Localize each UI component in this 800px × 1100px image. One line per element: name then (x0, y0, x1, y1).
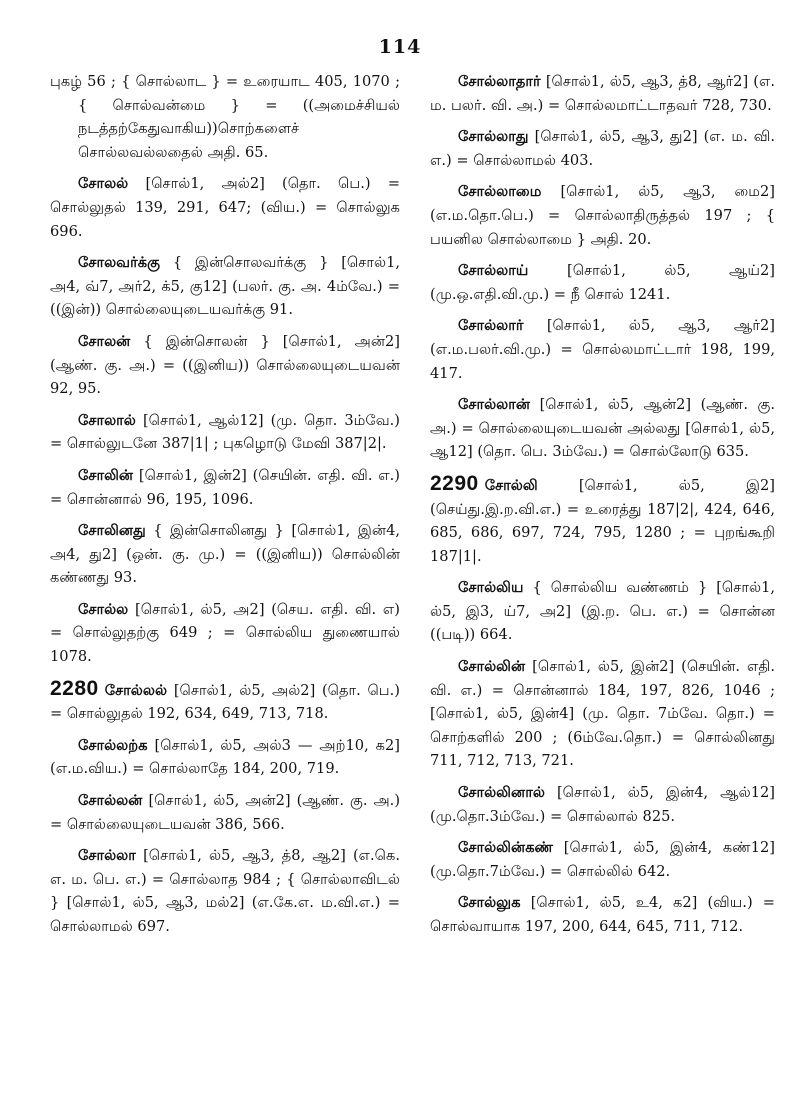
headword: சோல்லாமை (458, 183, 542, 201)
entry-definition: [சொல்1, ல்5, ஆய்2] (மு.ஒ.எதி.வி.மு.) = நீ சொல் 1241. (430, 262, 775, 303)
headword: சோலவர்க்கு (78, 254, 160, 272)
entry-definition: [சொல்1, ல்5, இன்4, ஆல்12] (மு.தொ.3ம்வே.) = சொல்லால் 825. (430, 784, 775, 825)
headword: சோல்லற்க (78, 736, 148, 754)
dictionary-entry (50, 172, 400, 243)
dictionary-entry (50, 734, 400, 781)
entry-definition: [சொல்1, அல்2] (தொ. பெ.) = சொல்லுதல் 139, 291, 647; (விய.) = சொல்லுக 696. (50, 175, 401, 240)
entry-definition: { இன்சொலவர்க்கு } [சொல்1, அ4, வ்7, அர்2, க்5, கு12] (பலர். கு. அ. 4ம்வே.) = ((இன்)) சொல்லையுடையவர்க்கு 91. (50, 254, 400, 319)
headword: சோல்லன் (78, 792, 143, 810)
entry-definition: [சொல்1, ல்5, ஆ3, து2] (எ. ம. வி. எ.) = சொல்லாமல் 403. (430, 128, 776, 169)
dictionary-entry (50, 519, 400, 590)
dictionary-entry (430, 70, 775, 117)
dictionary-entry (50, 464, 400, 511)
headword: சோல்லி (484, 476, 538, 494)
dictionary-entry (50, 844, 400, 938)
entry-definition: [சொல்1, ல்5, இன்2] (செயின். எதி. வி. எ.) = சொன்னால் 184, 197, 826, 1046 ; [சொல்1, ல்5, இன்4] (மு. தொ. 7ம்வே. தொ.) = சொற்களில் 200 ; (6ம்வே.தொ.) = சொல்லினது 711, 712, 713, 721. (430, 658, 775, 770)
headword: சோல்லின்கண் (458, 839, 554, 857)
dictionary-entry (50, 330, 400, 401)
headword: சோல்லாது (458, 128, 529, 146)
entry-number: 2280 (50, 676, 99, 700)
headword: சோல்லினால் (458, 784, 545, 802)
dictionary-entry (430, 836, 775, 883)
headword: சோலல் (78, 175, 129, 193)
headword: சோல்லார் (458, 317, 524, 335)
left-column (50, 70, 400, 947)
entry-definition: [சொல்1, ல்5, ஆ3, த்8, ஆ2] (எ.கெ. எ. ம. பெ. எ.) = சொல்லாத 984 ; { சொல்லாவிடல் } [சொல்1, ல்5, ஆ3, மல்2] (எ.கே.எ. ம.வி.எ.) = சொல்லாமல் 697. (50, 847, 401, 935)
entry-definition: [சொல்1, ல்5, அல்3 — அற்10, க2] (எ.ம.விய.) = சொல்லாதே 184, 200, 719. (50, 736, 400, 778)
entry-definition: [சொல்1, ஆல்12] (மு. தொ. 3ம்வே.) = சொல்லுடனே 387|1| ; புகழொடு மேவி 387|2|. (50, 411, 401, 453)
dictionary-entry (430, 125, 775, 172)
headword: சோல்லுக (458, 894, 521, 912)
dictionary-entry (430, 576, 775, 647)
headword: சோலினது (78, 522, 146, 540)
dictionary-entry (50, 789, 400, 836)
headword: சோல்லாதார் (458, 73, 541, 90)
headword: சோல்ல (78, 600, 129, 618)
dictionary-entry (430, 393, 775, 464)
entry-definition: [சொல்1, ல்5, ஆன்2] (ஆண். கு. அ.) = சொல்லையுடையவன் அல்லது [சொல்1, ல்5, ஆ12] (தொ. பெ. 3ம்வே.) = சொல்லோடு 635. (430, 396, 776, 461)
dictionary-entry (430, 472, 775, 568)
entry-definition: [சொல்1, ல்5, ஆ3, ஆர்2] (எ.ம.பலர்.வி.மு.) = சொல்லமாட்டார் 198, 199, 417. (430, 317, 775, 382)
dictionary-entry (50, 70, 400, 164)
headword: சோல்லா (78, 847, 136, 865)
entry-definition: புகழ் 56 ; { சொல்லாட } = உரையாட 405, 1070 ; { சொல்வன்மை } = ((அமைச்சியல் நடத்தற்கேதுவாகிய))சொற்களைச் சொல்லவல்லதைல் அதி. 65. (50, 73, 400, 161)
entry-definition: [சொல்1, ல்5, அன்2] (ஆண். கு. அ.) = சொல்லையுடையவன் 386, 566. (50, 792, 401, 833)
headword: சோலின் (78, 466, 134, 484)
entry-definition: [சொல்1, ல்5, அல்2] (தொ. பெ.) = சொல்லுதல் 192, 634, 649, 713, 718. (50, 681, 400, 723)
entry-number: 2290 (430, 471, 479, 495)
headword: சோல்லான் (458, 396, 531, 414)
entry-definition: { இன்சொலன் } [சொல்1, அன்2] (ஆண். கு. அ.) = ((இனிய)) சொல்லையுடையவன் 92, 95. (50, 332, 401, 398)
dictionary-entry (430, 655, 775, 773)
right-column (430, 70, 775, 947)
entry-definition: [சொல்1, ல்5, உ4, க2] (விய.) = சொல்வாயாக 197, 200, 644, 645, 711, 712. (430, 894, 775, 935)
dictionary-entry (50, 598, 400, 669)
dictionary-entry (430, 259, 775, 306)
headword: சோலன் (78, 332, 131, 350)
dictionary-entry (50, 677, 400, 726)
headword: சோல்லிய (458, 579, 524, 597)
headword: சோல்லின் (458, 658, 526, 676)
page-number: 114 (378, 36, 422, 58)
dictionary-entry (430, 314, 775, 385)
headword: சோல்லல் (104, 681, 168, 699)
dictionary-entry (430, 781, 775, 828)
entry-definition: { சொல்லிய வண்ணம் } [சொல்1, ல்5, இ3, ய்7, அ2] (இ.ற. பெ. எ.) = சொன்ன ((படி)) 664. (430, 579, 776, 644)
headword: சோல்லாய் (458, 262, 529, 280)
entry-definition: [சொல்1, ல்5, இ2] (செய்து.இ.ற.வி.எ.) = உரைத்து 187|2|, 424, 646, 685, 686, 697, 724, 795, 1280 ; = புறங்கூறி 187|1|. (430, 476, 775, 565)
entry-definition: { இன்சொலினது } [சொல்1, இன்4, அ4, து2] (ஒன். கு. மு.) = ((இனிய)) சொல்லின் கண்ணது 93. (50, 522, 401, 587)
entry-definition: [சொல்1, ல்5, ஆ3, த்8, ஆர்2] (எ. ம. பலர். வி. அ.) = சொல்லமாட்டாதவர் 728, 730. (430, 73, 775, 114)
entry-definition: [சொல்1, ல்5, ஆ3, மை2] (எ.ம.தொ.பெ.) = சொல்லாதிருத்தல் 197 ; { பயனில சொல்லாமை } அதி. 20. (430, 183, 776, 248)
dictionary-entry (430, 180, 775, 251)
dictionary-entry (430, 891, 775, 938)
entry-definition: [சொல்1, இன்2] (செயின். எதி. வி. எ.) = சொன்னால் 96, 195, 1096. (50, 466, 400, 508)
dictionary-entry (50, 251, 400, 322)
dictionary-entry (50, 409, 400, 456)
entry-definition: [சொல்1, ல்5, அ2] (செய. எதி. வி. எ) = சொல்லுதற்கு 649 ; = சொல்லிய துணையால் 1078. (50, 600, 400, 666)
headword: சோலால் (78, 411, 136, 429)
entry-definition: [சொல்1, ல்5, இன்4, கண்12] (மு.தொ.7ம்வே.) = சொல்லில் 642. (430, 839, 775, 880)
